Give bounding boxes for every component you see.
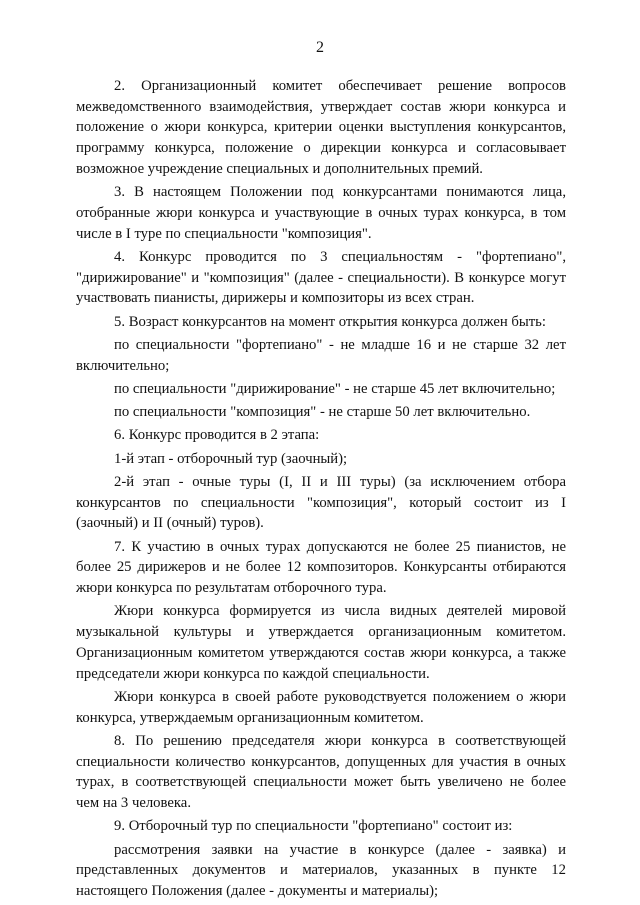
paragraph-jury-regulation: Жюри конкурса в своей работе руководствуется положением о жюри конкурса, утверждаемым организационным комитетом. xyxy=(76,688,566,726)
document-body xyxy=(76,76,566,904)
paragraph-item-5: 5. Возраст конкурсантов на момент открытия конкурса должен быть: xyxy=(114,313,546,330)
page-number: 2 xyxy=(316,39,324,56)
paragraph-age-piano: по специальности "фортепиано" - не младше 16 и не старше 32 лет включительно; xyxy=(76,336,566,374)
paragraph-item-9: 9. Отборочный тур по специальности "фортепиано" состоит из: xyxy=(114,818,513,835)
paragraph-item-8: 8. По решению председателя жюри конкурса в соответствующей специальности количество конкурсантов, допущенных для участия в очных турах, в соответствующей специальности может быть увеличено не более чем на 3 человека. xyxy=(76,732,566,811)
paragraph-stage-1: 1-й этап - отборочный тур (заочный); xyxy=(114,450,348,467)
paragraph-stage-2: 2-й этап - очные туры (I, II и III туры) (за исключением отбора конкурсантов по специальности "композиция", который состоит из I (заочный) и II (очный) туров). xyxy=(76,474,566,532)
paragraph-age-conducting: по специальности "дирижирование" - не старше 45 лет включительно; xyxy=(114,380,556,397)
paragraph-age-composition: по специальности "композиция" - не старше 50 лет включительно. xyxy=(114,404,531,421)
paragraph-item-7: 7. К участию в очных турах допускаются не более 25 пианистов, не более 25 дирижеров и не более 12 композиторов. Конкурсанты отбираются жюри конкурса по результатам отборочного тура. xyxy=(76,538,566,597)
paragraph-jury-formation: Жюри конкурса формируется из числа видных деятелей мировой музыкальной культуры и утверждается организационным комитетом. Организационным комитетом утверждаются состав жюри конкурса, а также председатели жюри конкурса по каждой специальности. xyxy=(76,603,566,682)
paragraph-item-4: 4. Конкурс проводится по 3 специальностям - "фортепиано", "дирижирование" и "композиция" (далее - специальности). В конкурсе могут участвовать пианисты, дирижеры и композиторы из всех стран. xyxy=(76,248,566,307)
paragraph-item-6: 6. Конкурс проводится в 2 этапа: xyxy=(114,427,320,444)
paragraph-item-2: 2. Организационный комитет обеспечивает решение вопросов межведомственного взаимодействия, утверждает состав жюри конкурса и положение о жюри конкурса, критерии оценки выступления конкурсантов, программу конкурса, положение о дирекции конкурса и согласовывает возможное учреждение специальных и дополнительных премий. xyxy=(76,78,566,177)
paragraph-item-3: 3. В настоящем Положении под конкурсантами понимаются лица, отобранные жюри конкурса и участвующие в очных турах конкурса, в том числе в I туре по специальности "композиция". xyxy=(76,184,566,242)
paragraph-application-review: рассмотрения заявки на участие в конкурсе (далее - заявка) и представленных документов и материалов, указанных в пункте 12 настоящего Положения (далее - документы и материалы); xyxy=(76,841,566,899)
